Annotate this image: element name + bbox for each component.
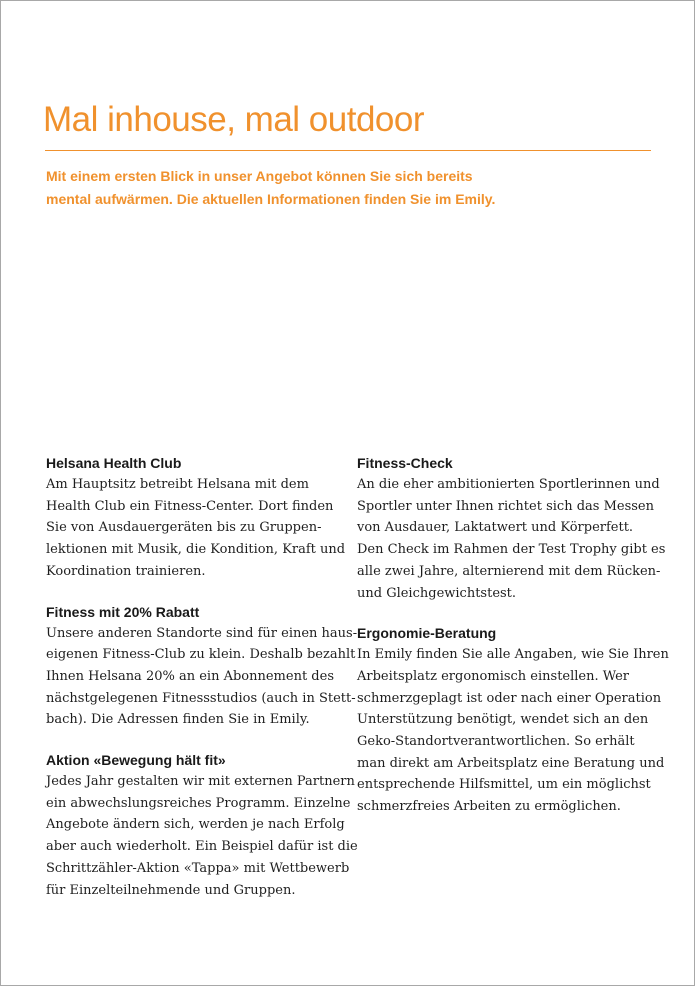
section-heading: Ergonomie-Beratung xyxy=(357,625,497,642)
right-column xyxy=(357,453,669,837)
intro-text xyxy=(46,165,656,211)
body-line: Koordination trainieren. xyxy=(46,563,206,579)
body-line: entsprechende Hilfsmittel, um ein möglichst xyxy=(357,777,651,793)
body-line: Unsere anderen Standorte sind für einen haus- xyxy=(46,625,358,641)
body-line: nächstgelegenen Fitnessstudios (auch in Stett- xyxy=(46,690,356,706)
body-line: lektionen mit Musik, die Kondition, Kraft und xyxy=(46,542,346,558)
body-line: alle zwei Jahre, alternierend mit dem Rücken- xyxy=(357,563,661,579)
body-line: eigenen Fitness-Club zu klein. Deshalb bezahlt xyxy=(46,647,356,663)
intro-line: Mit einem ersten Blick in unser Angebot können Sie sich bereits xyxy=(46,168,473,184)
section-fitness-check xyxy=(357,453,666,604)
body-line: An die eher ambitionierten Sportlerinnen und xyxy=(357,477,660,492)
intro-line: mental aufwärmen. Die aktuellen Informationen finden Sie im Emily. xyxy=(46,191,496,207)
page-title: Mal inhouse, mal outdoor xyxy=(43,100,424,139)
body-line: Ihnen Helsana 20% an ein Abonnement des xyxy=(46,668,334,684)
section-heading: Fitness mit 20% Rabatt xyxy=(46,603,200,620)
body-line: Jedes Jahr gestalten wir mit externen Partnern xyxy=(46,774,355,790)
body-line: bach). Die Adressen finden Sie in Emily. xyxy=(46,712,310,728)
body-line: schmerzfreies Arbeiten zu ermöglichen. xyxy=(357,799,621,815)
section-body xyxy=(357,644,669,818)
section-ergonomie-beratung xyxy=(357,623,669,818)
body-line: Health Club ein Fitness-Center. Dort finden xyxy=(46,498,334,514)
body-line: Sportler unter Ihnen richtet sich das Messen xyxy=(357,498,654,514)
body-line: In Emily finden Sie alle Angaben, wie Sie Ihren xyxy=(357,647,669,663)
section-body xyxy=(46,771,358,901)
body-line: schmerzgeplagt ist oder nach einer Operation xyxy=(357,690,662,706)
left-column xyxy=(46,453,358,920)
body-line: Unterstützung benötigt, wendet sich an den xyxy=(357,712,649,728)
body-line: von Ausdauer, Laktatwert und Körperfett. xyxy=(357,520,634,536)
body-line: Geko-Standortverantwortlichen. So erhält xyxy=(357,734,635,750)
section-body xyxy=(357,474,666,604)
section-heading: Aktion «Bewegung hält fit» xyxy=(46,752,226,769)
body-line: Angebote ändern sich, werden je nach Erfolg xyxy=(46,817,345,833)
body-line: Sie von Ausdauergeräten bis zu Gruppen- xyxy=(46,520,322,536)
body-line: für Einzelteilnehmende und Gruppen. xyxy=(46,882,296,898)
body-line: Den Check im Rahmen der Test Trophy gibt es xyxy=(357,542,666,558)
body-line: man direkt am Arbeitsplatz eine Beratung und xyxy=(357,755,665,771)
body-line: aber auch wiederholt. Ein Beispiel dafür ist die xyxy=(46,839,358,855)
section-fitness-rabatt xyxy=(46,602,358,732)
body-line: ein abwechslungsreiches Programm. Einzelne xyxy=(46,795,351,811)
body-line: und Gleichgewichtstest. xyxy=(357,585,517,601)
body-line: Am Hauptsitz betreibt Helsana mit dem xyxy=(46,477,309,492)
section-body xyxy=(46,623,358,732)
section-heading: Fitness-Check xyxy=(357,455,453,471)
title-divider xyxy=(45,150,651,151)
section-helsana-health-club xyxy=(46,453,346,583)
body-line: Schrittzähler-Aktion «Tappa» mit Wettbewerb xyxy=(46,860,350,876)
section-aktion-bewegung xyxy=(46,750,358,901)
section-body xyxy=(46,474,346,583)
section-heading: Helsana Health Club xyxy=(46,455,182,471)
body-line: Arbeitsplatz ergonomisch einstellen. Wer xyxy=(357,668,629,684)
